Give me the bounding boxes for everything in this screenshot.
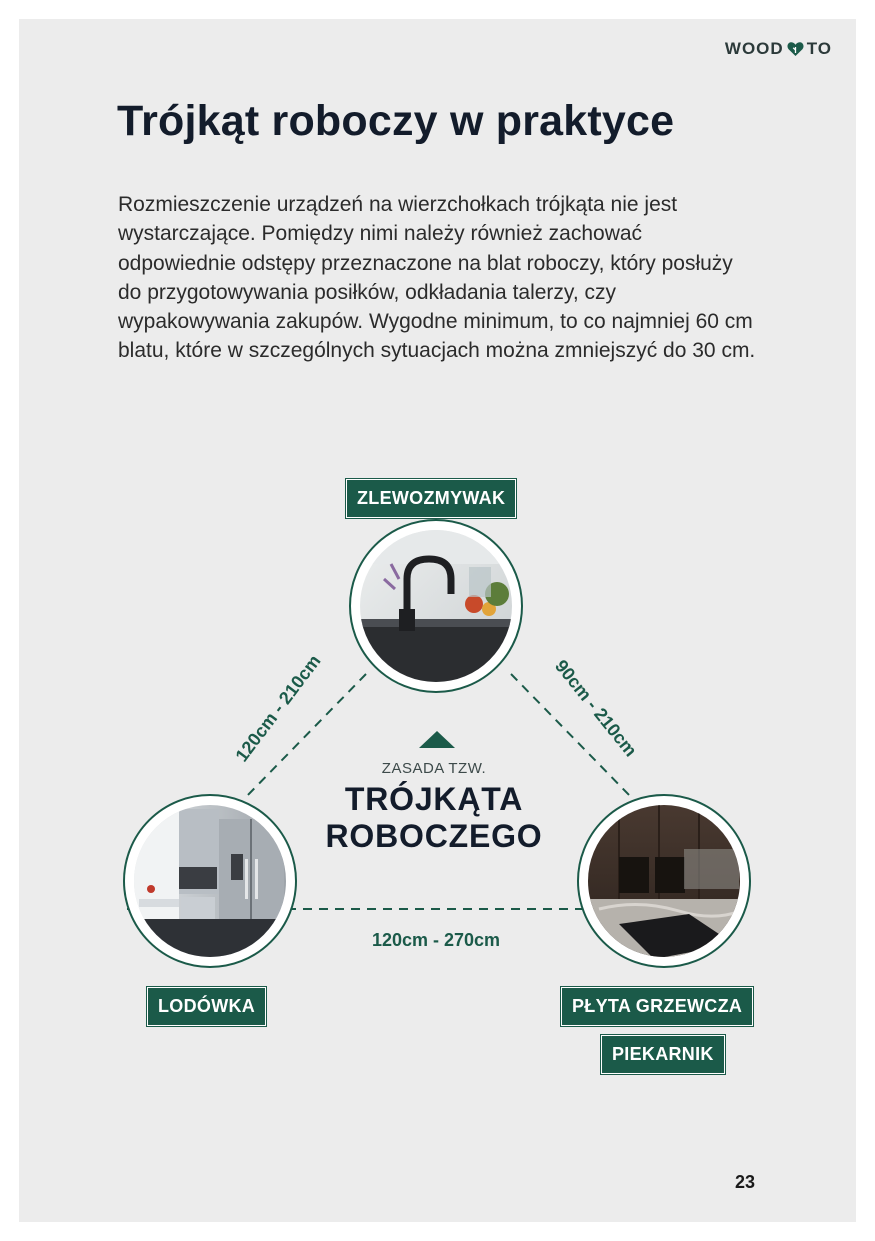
- work-triangle-diagram: [19, 19, 856, 1222]
- label-hob: PŁYTA GRZEWCZA: [561, 987, 753, 1026]
- page-number: 23: [735, 1172, 756, 1192]
- distance-label-fridge-hob: 120cm - 270cm: [371, 930, 501, 950]
- logo-text-left: WOOD: [724, 39, 784, 58]
- triangle-up-icon: [419, 731, 455, 748]
- label-oven: PIEKARNIK: [601, 1035, 725, 1074]
- center-subtitle: ZASADA TZW.: [381, 760, 487, 777]
- fridge-photo: [124, 795, 296, 967]
- distance-label-sink-hob: 90cm - 210cm: [551, 656, 641, 761]
- label-sink: ZLEWOZMYWAK: [346, 479, 516, 518]
- logo-text-right: TO: [806, 39, 832, 58]
- distance-label-sink-fridge: 120cm - 210cm: [231, 651, 325, 766]
- sink-photo: [350, 520, 524, 694]
- document-page: [19, 19, 856, 1222]
- center-title: TRÓJKĄTA ROBOCZEGO: [325, 781, 543, 854]
- page-title: Trójkąt roboczy w praktyce: [117, 97, 675, 145]
- hob-photo: [578, 795, 750, 969]
- intro-paragraph: Rozmieszczenie urządzeń na wierzchołkach trójkąta nie jest wystarczające. Pomiędzy nimi należy również zachować odpowiednie odstępy przeznaczone na blat roboczy, który posłuży do przygotowywania posiłków, odkładania talerzy, czy wypakowywania zakupów. Wygodne minimum, to co najmniej 60 cm blatu, które w szczególnych sytuacjach można zmniejszyć do 30 cm.: [118, 193, 756, 363]
- label-fridge: LODÓWKA: [147, 987, 266, 1026]
